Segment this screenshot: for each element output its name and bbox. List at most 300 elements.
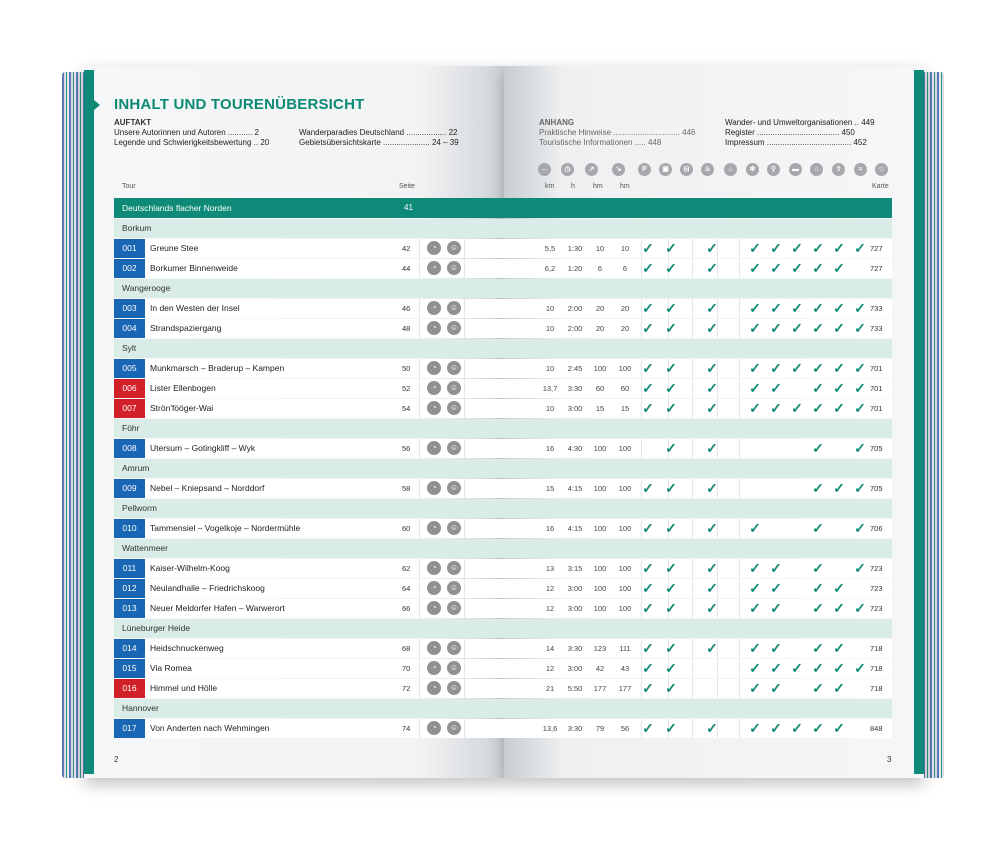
tour-descent: 56 [620, 724, 630, 733]
checkmark-icon: ✓ [642, 300, 654, 316]
checkmark-icon: ✓ [854, 380, 866, 396]
tour-hours: 3:00 [567, 584, 583, 593]
checkmark-icon: ✓ [854, 600, 866, 616]
checkmark-icon: ✓ [665, 480, 677, 496]
column-separator [692, 479, 693, 498]
tour-number: 004 [114, 319, 145, 338]
checkmark-icon: ✓ [833, 480, 845, 496]
checkmark-icon: ✓ [706, 360, 718, 376]
tour-descent: 100 [618, 524, 632, 533]
group-row [114, 419, 892, 438]
checkmark-icon: ✓ [665, 660, 677, 676]
tour-number: 010 [114, 519, 145, 538]
tour-ascent: 60 [595, 384, 605, 393]
tour-name: Heidschnuckenweg [150, 643, 224, 653]
difficulty-icon: ◔ [427, 401, 441, 415]
checkmark-icon: ✓ [749, 320, 761, 336]
tour-ascent: 10 [595, 244, 605, 253]
checkmark-icon: ✓ [791, 260, 803, 276]
checkmark-icon: ✓ [854, 400, 866, 416]
group-label: Pellworm [122, 503, 157, 513]
tour-number: 012 [114, 579, 145, 598]
tour-name: In den Westen der Insel [150, 303, 240, 313]
tour-row[interactable] [114, 559, 892, 578]
tour-page: 62 [402, 564, 411, 573]
column-separator [464, 479, 465, 498]
tour-map: 706 [870, 524, 883, 533]
family-icon: ☺ [447, 241, 461, 255]
tour-hours: 4:15 [567, 484, 583, 493]
tour-map: 701 [870, 364, 883, 373]
tour-ascent: 177 [593, 684, 607, 693]
tour-row[interactable] [114, 639, 892, 658]
clock-icon: ◷ [561, 163, 574, 176]
difficulty-icon: ◔ [427, 521, 441, 535]
checkmark-icon: ✓ [854, 240, 866, 256]
checkmark-icon: ✓ [642, 720, 654, 736]
tour-hours: 3:00 [567, 604, 583, 613]
checkmark-icon: ✓ [791, 300, 803, 316]
checkmark-icon: ✓ [812, 300, 824, 316]
tour-page: 72 [402, 684, 411, 693]
checkmark-icon: ✓ [665, 680, 677, 696]
checkmark-icon: ✓ [812, 680, 824, 696]
tour-page: 54 [402, 404, 411, 413]
group-label: Wangerooge [122, 283, 171, 293]
tour-ascent: 100 [593, 524, 607, 533]
checkmark-icon: ✓ [749, 680, 761, 696]
col-h: h [571, 183, 575, 190]
checkmark-icon: ✓ [812, 440, 824, 456]
tour-row[interactable] [114, 439, 892, 458]
checkmark-icon: ✓ [706, 720, 718, 736]
car-icon: ▬ [789, 163, 802, 176]
group-label: Lüneburger Heide [122, 623, 191, 633]
column-separator [739, 519, 740, 538]
checkmark-icon: ✓ [642, 640, 654, 656]
column-separator [464, 599, 465, 618]
difficulty-icon: ◔ [427, 321, 441, 335]
tour-km: 12 [545, 604, 555, 613]
column-separator [419, 519, 420, 538]
column-separator [739, 399, 740, 418]
tour-ascent: 100 [593, 604, 607, 613]
group-row [114, 699, 892, 718]
tour-row[interactable] [114, 379, 892, 398]
tour-number: 017 [114, 719, 145, 738]
toc-entry[interactable]: Wander- und Umweltorganisationen .. 449 [725, 118, 875, 127]
tour-page: 44 [402, 264, 411, 273]
bike-icon: ⚲ [767, 163, 780, 176]
checkmark-icon: ✓ [812, 720, 824, 736]
checkmark-icon: ✓ [642, 400, 654, 416]
tour-number: 001 [114, 239, 145, 258]
toc-entry[interactable]: Legende und Schwierigkeitsbewertung .. 20 [114, 138, 270, 147]
checkmark-icon: ✓ [833, 260, 845, 276]
column-separator [692, 659, 693, 678]
tour-ascent: 20 [595, 324, 605, 333]
family-icon: ☺ [447, 441, 461, 455]
tour-descent: 111 [619, 644, 631, 653]
tour-descent: 20 [620, 324, 630, 333]
column-separator [739, 479, 740, 498]
tour-km: 5,5 [544, 244, 556, 253]
tour-row[interactable] [114, 319, 892, 338]
tour-name: Neuer Meldorfer Hafen – Warwerort [150, 603, 285, 613]
group-label: Wattenmeer [122, 543, 168, 553]
column-separator [739, 639, 740, 658]
col-hm-up: hm [593, 183, 603, 190]
checkmark-icon: ✓ [812, 380, 824, 396]
tour-page: 48 [402, 324, 411, 333]
column-separator [419, 439, 420, 458]
family-icon: ☺ [447, 261, 461, 275]
checkmark-icon: ✓ [791, 360, 803, 376]
toc-entry[interactable]: Unsere Autorinnen und Autoren ........... 2 [114, 128, 259, 137]
family-icon: ☺ [447, 681, 461, 695]
checkmark-icon: ✓ [642, 520, 654, 536]
column-separator [419, 239, 420, 258]
right-page-band [914, 70, 924, 774]
tour-name: Neulandhalle – Friedrichskoog [150, 583, 265, 593]
checkmark-icon: ✓ [770, 400, 782, 416]
difficulty-icon: ◔ [427, 661, 441, 675]
column-separator [739, 659, 740, 678]
page-number-left: 2 [114, 755, 119, 764]
family-icon: ☺ [447, 361, 461, 375]
checkmark-icon: ✓ [812, 580, 824, 596]
tour-map: 848 [870, 724, 883, 733]
tour-map: 723 [870, 564, 883, 573]
column-separator [692, 379, 693, 398]
tour-descent: 10 [620, 244, 630, 253]
column-separator [464, 299, 465, 318]
checkmark-icon: ✓ [706, 300, 718, 316]
checkmark-icon: ✓ [812, 480, 824, 496]
tour-descent: 100 [618, 484, 632, 493]
column-separator [692, 239, 693, 258]
tour-map: 727 [870, 264, 883, 273]
tour-row[interactable] [114, 299, 892, 318]
region-label: Deutschlands flacher Norden [122, 203, 232, 213]
region-page: 41 [404, 203, 413, 212]
checkmark-icon: ✓ [749, 660, 761, 676]
checkmark-icon: ✓ [812, 600, 824, 616]
toc-entry[interactable]: Impressum ...................................... 452 [725, 138, 867, 147]
descent-icon: ↘ [612, 163, 625, 176]
tour-descent: 100 [618, 584, 632, 593]
checkmark-icon: ✓ [833, 680, 845, 696]
tour-km: 6,2 [544, 264, 556, 273]
tour-name: Greune Stee [150, 243, 199, 253]
checkmark-icon: ✓ [854, 300, 866, 316]
family-icon: ☺ [447, 581, 461, 595]
tour-row[interactable] [114, 579, 892, 598]
tour-number: 009 [114, 479, 145, 498]
tour-hours: 2:45 [567, 364, 583, 373]
column-separator [419, 479, 420, 498]
tour-km: 12 [545, 584, 555, 593]
tour-number: 006 [114, 379, 145, 398]
group-label: Borkum [122, 223, 152, 233]
group-row [114, 539, 892, 558]
tour-descent: 100 [618, 604, 632, 613]
auftakt-heading: AUFTAKT [114, 118, 152, 127]
tour-descent: 100 [618, 444, 632, 453]
tour-km: 14 [545, 644, 555, 653]
tour-row[interactable] [114, 519, 892, 538]
difficulty-icon: ◔ [427, 261, 441, 275]
column-separator [419, 639, 420, 658]
checkmark-icon: ✓ [706, 440, 718, 456]
group-row [114, 339, 892, 358]
difficulty-icon: ◔ [427, 561, 441, 575]
column-separator [739, 299, 740, 318]
checkmark-icon: ✓ [642, 380, 654, 396]
page-title: INHALT UND TOURENÜBERSICHT [114, 96, 365, 113]
region-row[interactable] [114, 198, 892, 218]
column-separator [692, 399, 693, 418]
difficulty-icon: ◔ [427, 481, 441, 495]
tour-km: 10 [545, 304, 555, 313]
checkmark-icon: ✓ [770, 660, 782, 676]
tour-ascent: 42 [595, 664, 605, 673]
tour-name: Von Anderten nach Wehmingen [150, 723, 270, 733]
checkmark-icon: ✓ [854, 560, 866, 576]
tour-ascent: 20 [595, 304, 605, 313]
anhang-heading: ANHANG [539, 118, 575, 127]
column-separator [692, 639, 693, 658]
tour-row[interactable] [114, 659, 892, 678]
tour-map: 723 [870, 584, 883, 593]
toc-entry[interactable]: Praktische Hinweise .............................. 446 [539, 128, 696, 137]
hut-icon: ⌂ [724, 163, 737, 176]
ascent-icon: ↗ [585, 163, 598, 176]
tour-hours: 5:50 [567, 684, 583, 693]
tour-descent: 15 [620, 404, 630, 413]
checkmark-icon: ✓ [833, 360, 845, 376]
difficulty-icon: ◔ [427, 641, 441, 655]
tour-page: 60 [402, 524, 411, 533]
column-separator [464, 379, 465, 398]
checkmark-icon: ✓ [749, 720, 761, 736]
tour-page: 50 [402, 364, 411, 373]
family-icon: ☺ [447, 521, 461, 535]
column-separator [692, 599, 693, 618]
group-label: Föhr [122, 423, 140, 433]
tour-hours: 3:00 [567, 664, 583, 673]
column-separator [692, 439, 693, 458]
column-separator [419, 399, 420, 418]
tour-page: 58 [402, 484, 411, 493]
tour-page: 46 [402, 304, 411, 313]
page-number-right: 3 [887, 755, 892, 764]
column-separator [692, 319, 693, 338]
tour-row[interactable] [114, 719, 892, 738]
tour-km: 10 [545, 364, 555, 373]
tour-row[interactable] [114, 359, 892, 378]
tour-row[interactable] [114, 479, 892, 498]
column-separator [692, 679, 693, 698]
column-separator [419, 259, 420, 278]
column-separator [739, 679, 740, 698]
column-separator [739, 559, 740, 578]
tour-page: 68 [402, 644, 411, 653]
checkmark-icon: ✓ [749, 400, 761, 416]
col-seite: Seite [399, 183, 415, 190]
col-hm-down: hm [620, 183, 630, 190]
swimming-icon: ≈ [854, 163, 867, 176]
column-separator [464, 439, 465, 458]
tour-row[interactable] [114, 399, 892, 418]
checkmark-icon: ✓ [642, 260, 654, 276]
group-label: Amrum [122, 463, 150, 473]
tour-hours: 2:00 [567, 304, 583, 313]
tour-ascent: 100 [593, 584, 607, 593]
column-separator [464, 639, 465, 658]
tour-row[interactable] [114, 679, 892, 698]
tour-hours: 3:15 [567, 564, 583, 573]
tour-hours: 2:00 [567, 324, 583, 333]
checkmark-icon: ✓ [812, 240, 824, 256]
tour-hours: 3:30 [567, 724, 583, 733]
checkmark-icon: ✓ [642, 600, 654, 616]
toc-entry[interactable]: Wanderparadies Deutschland .................. 22 [299, 128, 458, 137]
difficulty-icon: ◔ [427, 441, 441, 455]
column-separator [739, 259, 740, 278]
column-separator [464, 719, 465, 738]
toc-entry[interactable]: Register ..................................... 450 [725, 128, 855, 137]
difficulty-icon: ◔ [427, 381, 441, 395]
checkmark-icon: ✓ [665, 240, 677, 256]
tour-km: 16 [545, 524, 555, 533]
tour-map: 705 [870, 484, 883, 493]
checkmark-icon: ✓ [791, 400, 803, 416]
checkmark-icon: ✓ [812, 640, 824, 656]
checkmark-icon: ✓ [665, 520, 677, 536]
family-icon: ☺ [447, 401, 461, 415]
tour-number: 008 [114, 439, 145, 458]
checkmark-icon: ✓ [812, 260, 824, 276]
tour-ascent: 15 [595, 404, 605, 413]
difficulty-icon: ◔ [427, 601, 441, 615]
tour-row[interactable] [114, 259, 892, 278]
tour-name: Munkmarsch – Braderup – Kampen [150, 363, 285, 373]
difficulty-icon: ◔ [427, 721, 441, 735]
tour-page: 66 [402, 604, 411, 613]
checkmark-icon: ✓ [706, 580, 718, 596]
family-icon: ☺ [875, 163, 888, 176]
checkmark-icon: ✓ [791, 240, 803, 256]
column-separator [692, 259, 693, 278]
bus-icon: ▣ [659, 163, 672, 176]
tour-name: Kaiser-Wilhelm-Koog [150, 563, 230, 573]
family-icon: ☺ [447, 721, 461, 735]
column-separator [464, 519, 465, 538]
tour-km: 10 [545, 324, 555, 333]
tour-page: 70 [402, 664, 411, 673]
group-row [114, 279, 892, 298]
checkmark-icon: ✓ [770, 360, 782, 376]
checkmark-icon: ✓ [642, 320, 654, 336]
checkmark-icon: ✓ [665, 440, 677, 456]
tour-map: 733 [870, 324, 883, 333]
tour-number: 007 [114, 399, 145, 418]
column-separator [739, 239, 740, 258]
checkmark-icon: ✓ [770, 380, 782, 396]
column-separator [464, 239, 465, 258]
tour-descent: 100 [618, 364, 632, 373]
toc-entry[interactable]: Touristische Informationen ..... 448 [539, 138, 662, 147]
tour-km: 16 [545, 444, 555, 453]
checkmark-icon: ✓ [642, 580, 654, 596]
family-icon: ☺ [447, 661, 461, 675]
column-separator [717, 679, 718, 698]
tour-hours: 1:20 [567, 264, 583, 273]
tour-hours: 3:30 [567, 644, 583, 653]
checkmark-icon: ✓ [749, 300, 761, 316]
column-separator [692, 359, 693, 378]
checkmark-icon: ✓ [665, 260, 677, 276]
family-icon: ☺ [447, 561, 461, 575]
tour-number: 003 [114, 299, 145, 318]
column-separator [464, 359, 465, 378]
column-separator [419, 719, 420, 738]
checkmark-icon: ✓ [833, 660, 845, 676]
checkmark-icon: ✓ [665, 380, 677, 396]
checkmark-icon: ✓ [665, 300, 677, 316]
column-separator [692, 719, 693, 738]
tour-hours: 3:00 [567, 404, 583, 413]
tour-number: 015 [114, 659, 145, 678]
toc-entry[interactable]: Gebietsübersichtskarte ..................... 24 – 39 [299, 138, 459, 147]
tour-row[interactable] [114, 239, 892, 258]
checkmark-icon: ✓ [706, 380, 718, 396]
tour-row[interactable] [114, 599, 892, 618]
difficulty-icon: ◔ [427, 581, 441, 595]
column-separator [419, 579, 420, 598]
checkmark-icon: ✓ [812, 520, 824, 536]
checkmark-icon: ✓ [770, 300, 782, 316]
checkmark-icon: ✓ [833, 380, 845, 396]
left-page-band [84, 70, 94, 774]
family-icon: ☺ [447, 321, 461, 335]
tour-name: Strön'fööger-Wai [150, 403, 214, 413]
checkmark-icon: ✓ [854, 320, 866, 336]
tour-ascent: 123 [593, 644, 607, 653]
checkmark-icon: ✓ [770, 720, 782, 736]
col-karte: Karte [872, 183, 889, 190]
tour-ascent: 79 [595, 724, 605, 733]
column-separator [641, 439, 642, 458]
tour-map: 733 [870, 304, 883, 313]
winter-icon: ✻ [746, 163, 759, 176]
tour-number: 002 [114, 259, 145, 278]
tour-page: 42 [402, 244, 411, 253]
tour-ascent: 100 [593, 444, 607, 453]
checkmark-icon: ✓ [812, 560, 824, 576]
column-separator [739, 379, 740, 398]
checkmark-icon: ✓ [854, 520, 866, 536]
checkmark-icon: ✓ [833, 320, 845, 336]
checkmark-icon: ✓ [749, 240, 761, 256]
group-label: Sylt [122, 343, 137, 353]
difficulty-icon: ◔ [427, 681, 441, 695]
checkmark-icon: ✓ [833, 600, 845, 616]
tour-descent: 20 [620, 304, 630, 313]
difficulty-icon: ◔ [427, 361, 441, 375]
tour-km: 13 [545, 564, 555, 573]
